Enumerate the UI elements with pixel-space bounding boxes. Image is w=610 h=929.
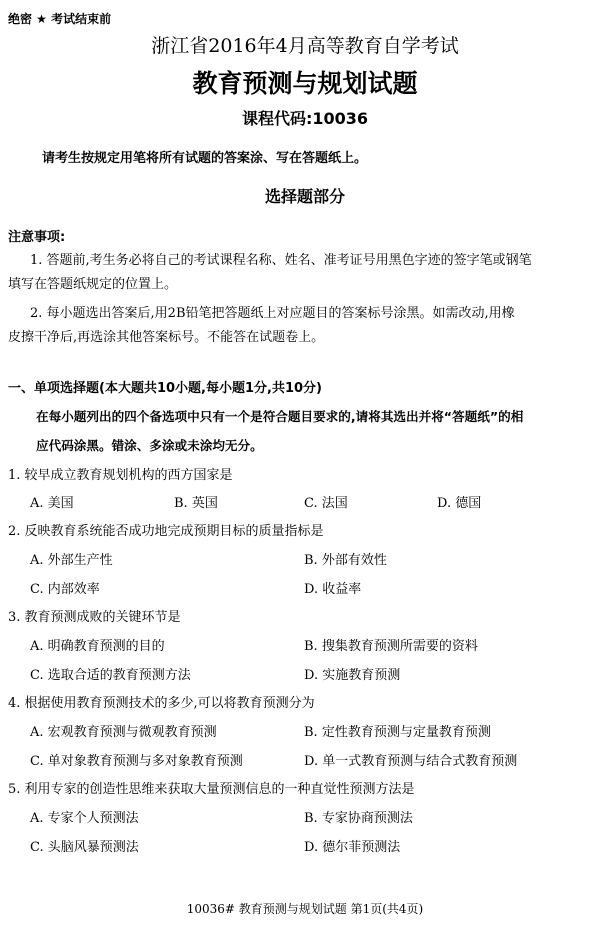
option-d: D. 收益率 <box>304 582 362 597</box>
page-footer: 10036# 教育预测与规划试题 第1页(共4页) <box>186 902 424 916</box>
question-stem: 4. 根据使用教育预测技术的多少,可以将教育预测分为 <box>8 696 315 711</box>
option-b: B. 外部有效性 <box>304 553 387 568</box>
option-c: C. 单对象教育预测与多对象教育预测 <box>30 754 243 769</box>
option-d: D. 单一式教育预测与结合式教育预测 <box>304 754 518 769</box>
option-c: C. 选取合适的教育预测方法 <box>30 668 191 683</box>
note-item-1-line-2: 填写在答题纸规定的位置上。 <box>8 277 178 292</box>
confidential-label: 绝密 ★ 考试结束前 <box>8 12 112 26</box>
option-a: A. 宏观教育预测与微观教育预测 <box>30 725 217 740</box>
option-b: B. 搜集教育预测所需要的资料 <box>304 639 478 654</box>
option-a: A. 专家个人预测法 <box>30 811 139 826</box>
option-b: B. 定性教育预测与定量教育预测 <box>304 725 491 740</box>
option-c: C. 内部效率 <box>30 582 100 597</box>
course-code: 课程代码:10036 <box>241 109 369 128</box>
option-b: B. 英国 <box>174 496 218 511</box>
question-stem: 3. 教育预测成败的关键环节是 <box>8 610 181 625</box>
option-d: D. 德尔菲预测法 <box>304 840 401 855</box>
paper-title: 教育预测与规划试题 <box>192 69 418 98</box>
option-c: C. 法国 <box>304 496 348 511</box>
part1-desc-line-1: 在每小题列出的四个备选项中只有一个是符合题目要求的,请将其选出并将“答题纸”的相 <box>36 409 524 424</box>
note-item-2-line-1: 2. 每小题选出答案后,用2B铅笔把答题纸上对应题目的答案标号涂黑。如需改动,用橡 <box>30 306 515 321</box>
instruction: 请考生按规定用笔将所有试题的答案涂、写在答题纸上。 <box>42 151 368 166</box>
section-title: 选择题部分 <box>264 187 345 206</box>
option-c: C. 头脑风暴预测法 <box>30 840 139 855</box>
question-stem: 2. 反映教育系统能否成功地完成预期目标的质量指标是 <box>8 524 324 539</box>
part1-desc-line-2: 应代码涂黑。错涂、多涂或未涂均无分。 <box>36 438 263 453</box>
question-stem: 1. 较早成立教育规划机构的西方国家是 <box>8 468 233 483</box>
option-d: D. 德国 <box>437 496 482 511</box>
option-b: B. 专家协商预测法 <box>304 811 413 826</box>
option-d: D. 实施教育预测 <box>304 668 401 683</box>
notes-heading: 注意事项: <box>8 230 66 245</box>
question-stem: 5. 利用专家的创造性思维来获取大量预测信息的一种直觉性预测方法是 <box>8 782 415 797</box>
option-a: A. 美国 <box>30 496 74 511</box>
exam-title: 浙江省2016年4月高等教育自学考试 <box>151 35 459 57</box>
option-a: A. 明确教育预测的目的 <box>30 639 165 654</box>
option-a: A. 外部生产性 <box>30 553 113 568</box>
part1-heading: 一、单项选择题(本大题共10小题,每小题1分,共10分) <box>8 381 322 396</box>
note-item-2-line-2: 皮擦干净后,再选涂其他答案标号。不能答在试题卷上。 <box>8 330 325 345</box>
note-item-1-line-1: 1. 答题前,考生务必将自己的考试课程名称、姓名、准考证号用黑色字迹的签字笔或钢笔 <box>30 253 532 268</box>
